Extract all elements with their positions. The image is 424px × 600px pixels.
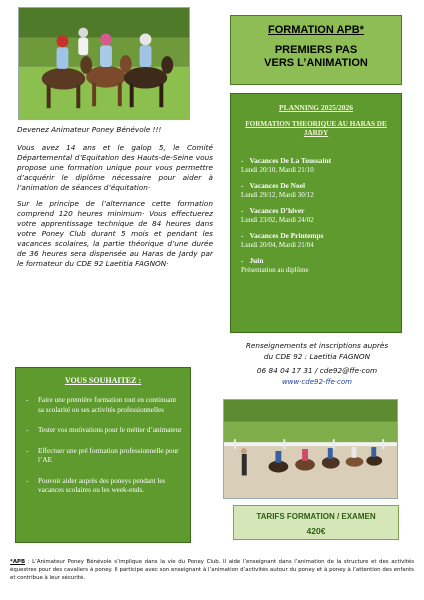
souhaitez-item-text: Tester vos motivations pour le métier d’animateur	[38, 426, 182, 434]
tarifs-price: 420€	[306, 526, 326, 536]
souhaitez-list	[24, 396, 182, 496]
intro-lead: Devenez Animateur Poney Bénévole !!!	[17, 125, 162, 134]
photo-image	[19, 8, 189, 119]
footer-note	[10, 558, 414, 582]
photo-image	[224, 400, 397, 498]
intro-text	[17, 125, 213, 275]
tarifs-box	[233, 505, 399, 540]
contact-line2: du CDE 92 : Laetitia FAGNON	[263, 352, 371, 361]
formation-subtitle-line2: VERS L’ANIMATION	[264, 57, 368, 69]
formation-title-box	[230, 15, 402, 85]
photo-children-ponies	[18, 7, 190, 120]
contact-phone-email: 06 84 04 17 31 / cde92@ffe·com	[256, 366, 378, 375]
planning-item-dates: Lundi 20/10, Mardi 21/10	[241, 166, 314, 174]
planning-item: - Vacances De La Toussaint Lundi 20/10, Mardi 21/10	[241, 156, 391, 174]
souhaitez-item-text: Effectuer une pré formation professionnelle pour l’AE	[38, 446, 179, 464]
planning-item-label: Vacances De Printemps	[249, 231, 324, 240]
planning-item: - Juin Présentation au diplôme	[241, 256, 391, 274]
contact-website-link[interactable]: www·cde92-ffe·com	[282, 378, 352, 386]
souhaitez-item-text: Pouvoir aider auprès des poneys pendant les vacances scolaires ou les week-ends.	[38, 476, 166, 494]
intro-paragraph-1: Vous avez 14 ans et le galop 5, le Comité Départemental d’Equitation des Hauts-de-Seine vous propose une formation unique pour vous permettre d’acquérir le diplôme nécessaire pour aider à l’animation de séances d’équitation·	[17, 143, 213, 192]
planning-item: - Vacances De Noel Lundi 29/12, Mardi 30/12	[241, 181, 391, 199]
planning-item-dates: Présentation au diplôme	[241, 266, 309, 274]
planning-item-label: Vacances D’hiver	[249, 206, 305, 215]
contact-info	[232, 340, 402, 388]
planning-item: - Vacances De Printemps Lundi 20/04, Mardi 21/04	[241, 231, 391, 249]
formation-subtitle	[231, 44, 401, 70]
planning-title: PLANNING 2025/2026	[279, 103, 353, 112]
planning-list	[241, 156, 391, 274]
planning-box	[230, 93, 402, 333]
contact-line1: Renseignements et inscriptions auprès	[245, 341, 389, 350]
planning-item: - Vacances D’hiver Lundi 23/02, Mardi 24/02	[241, 206, 391, 224]
planning-item-dates: Lundi 23/02, Mardi 24/02	[241, 216, 314, 224]
planning-subtitle: FORMATION THEORIQUE AU HARAS DE JARDY	[245, 120, 387, 137]
planning-item-label: Vacances De Noel	[249, 181, 306, 190]
planning-item-label: Juin	[249, 256, 264, 265]
footer-text: : L’Animateur Poney Bénévole s’implique dans la vie du Poney Club. Il aide l’enseignant dans l’animation de la structure et des activités équestres pour des cavaliers à poney. Il participe avec son enseignant à l’animation d’activités autour du poney et à poney à l’attention des enfants et contribue à leur sécurité.	[10, 559, 414, 581]
souhaitez-item-text: Faire une première formation tout en continuant sa scolarité ou ses activités professionnelles	[38, 396, 177, 414]
souhaitez-item: - Faire une première formation tout en continuant sa scolarité ou ses activités professionnelles	[24, 396, 182, 415]
souhaitez-item: - Tester vos motivations pour le métier d’animateur	[26, 426, 182, 434]
footer-apb: *APB	[10, 559, 26, 565]
souhaitez-item: - Effectuer une pré formation professionnelle pour l’AE	[24, 447, 182, 466]
formation-title: FORMATION APB*	[268, 24, 364, 36]
planning-item-dates: Lundi 20/04, Mardi 21/04	[241, 241, 314, 249]
planning-item-label: Vacances De La Toussaint	[249, 156, 332, 165]
tarifs-label: TARIFS FORMATION / EXAMEN	[256, 512, 376, 521]
intro-paragraph-2: Sur le principe de l’alternance cette formation comprend 120 heures minimum· Vous effectuerez votre apprentissage technique de 84 heures dans votre Poney Club durant 5 mois et pendant les vacances scolaires, la partie théorique d’une durée de 36 heures sera dispensée au Haras de Jardy par le formateur du CDE 92 Laetitia FAGNON·	[17, 199, 213, 268]
souhaitez-item: - Pouvoir aider auprès des poneys pendant les vacances scolaires ou les week-ends.	[24, 477, 182, 496]
souhaitez-title: VOUS SOUHAITEZ :	[64, 376, 142, 385]
formation-subtitle-line1: PREMIERS PAS	[274, 44, 358, 56]
planning-item-dates: Lundi 29/12, Mardi 30/12	[241, 191, 314, 199]
souhaitez-box	[15, 367, 191, 543]
photo-arena-ponies	[223, 399, 398, 499]
